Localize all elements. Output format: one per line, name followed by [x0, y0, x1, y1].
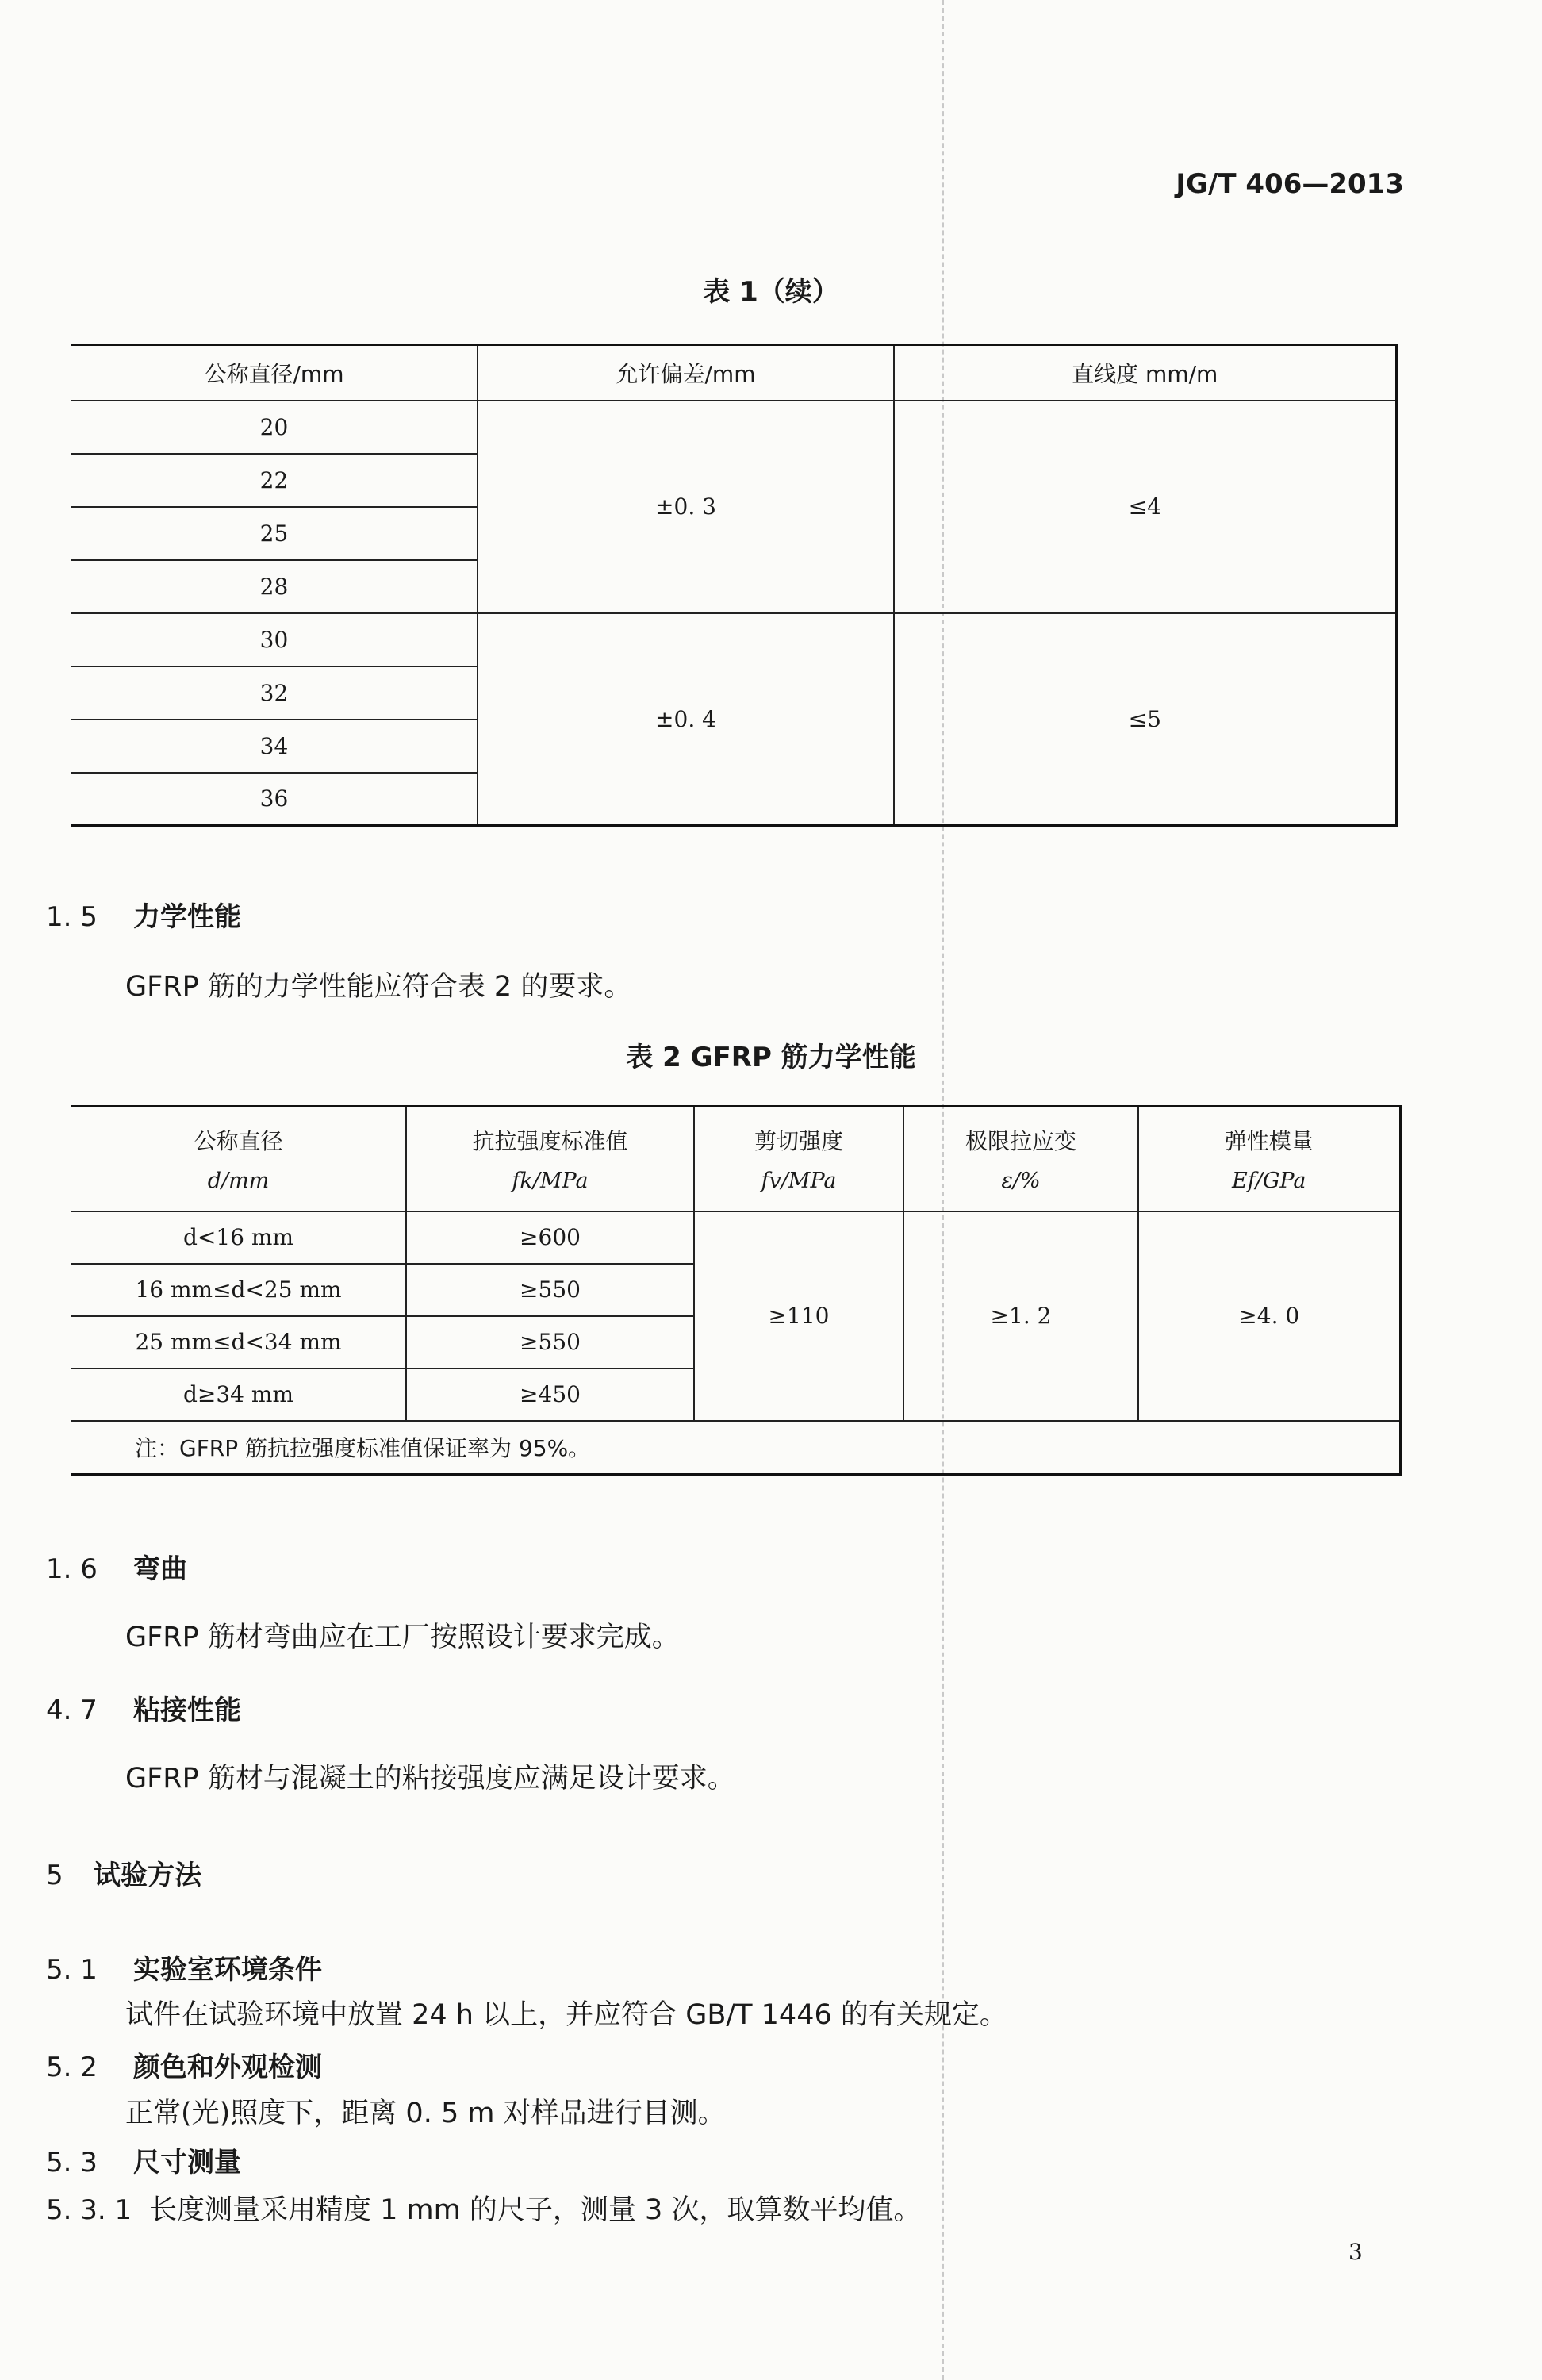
section-number: 1. 5: [46, 901, 98, 933]
section-number: 1. 6: [46, 1553, 98, 1585]
table1-header-row: [71, 345, 1396, 401]
header-label: 公称直径: [194, 1128, 283, 1155]
table2-caption: 表 2 GFRP 筋力学性能: [626, 1042, 916, 1073]
section-heading-4-7: [46, 1688, 241, 1727]
section-number: 5. 2: [46, 2052, 98, 2083]
header-unit: fk/MPa: [512, 1169, 589, 1194]
section-heading-5-1: [46, 1948, 322, 1987]
section-title: 实验室环境条件: [133, 1954, 322, 1986]
diameter-cell: 25: [71, 507, 478, 560]
strain-cell: ≥1. 2: [903, 1211, 1138, 1421]
table-row: [71, 613, 1396, 666]
diameter-cell: 30: [71, 613, 478, 666]
header-unit: fv/MPa: [761, 1169, 837, 1194]
paragraph-4-7: GFRP 筋材与混凝土的粘接强度应满足设计要求。: [125, 1763, 735, 1795]
table2-header-shear: [694, 1107, 903, 1211]
tensile-cell: ≥450: [406, 1368, 694, 1421]
section-number: 5: [46, 1860, 63, 1891]
diameter-cell: 25 mm≤d<34 mm: [71, 1316, 406, 1368]
diameter-cell: 36: [71, 773, 478, 826]
diameter-cell: d≥34 mm: [71, 1368, 406, 1421]
diameter-cell: 28: [71, 560, 478, 613]
tensile-cell: ≥550: [406, 1264, 694, 1316]
table2-header-modulus: [1138, 1107, 1400, 1211]
section-title: 弯曲: [133, 1553, 187, 1585]
paragraph-5-1: 试件在试验环境中放置 24 h 以上，并应符合 GB/T 1446 的有关规定。: [125, 1999, 1007, 2031]
table-row: [71, 401, 1396, 454]
diameter-cell: d<16 mm: [71, 1211, 406, 1264]
modulus-cell: ≥4. 0: [1138, 1211, 1400, 1421]
table2-note: 注：GFRP 筋抗拉强度标准值保证率为 95%。: [71, 1421, 1400, 1475]
page-number: 3: [1348, 2239, 1363, 2265]
table1-header-straightness: 直线度 mm/m: [894, 345, 1396, 401]
tensile-cell: ≥600: [406, 1211, 694, 1264]
header-label: 抗拉强度标准值: [472, 1128, 628, 1155]
section-heading-5-3: [46, 2140, 241, 2179]
section-heading-5-2: [46, 2045, 322, 2084]
diameter-cell: 20: [71, 401, 478, 454]
header-unit: Ef/GPa: [1232, 1169, 1306, 1194]
clause-text: 长度测量采用精度 1 mm 的尺子，测量 3 次，取算数平均值。: [149, 2194, 922, 2226]
section-title: 粘接性能: [133, 1695, 241, 1726]
header-label: 弹性模量: [1224, 1128, 1314, 1155]
section-heading-5: [46, 1853, 201, 1892]
paragraph-4-5: GFRP 筋的力学性能应符合表 2 的要求。: [125, 971, 632, 1003]
section-number: 5. 1: [46, 1954, 98, 1986]
section-number: 4. 7: [46, 1695, 98, 1726]
table1-header-tolerance: 允许偏差/mm: [478, 345, 894, 401]
diameter-cell: 16 mm≤d<25 mm: [71, 1264, 406, 1316]
table-row: [71, 1211, 1400, 1264]
table2-header-diameter: [71, 1107, 406, 1211]
table1-header-diameter: 公称直径/mm: [71, 345, 478, 401]
table2-header-strain: [903, 1107, 1138, 1211]
tolerance-cell: ±0. 4: [478, 613, 894, 826]
paragraph-5-2: 正常(光)照度下，距离 0. 5 m 对样品进行目测。: [125, 2098, 726, 2129]
table1: [71, 344, 1398, 827]
section-title: 试验方法: [94, 1860, 201, 1891]
table2-header-row: [71, 1107, 1400, 1211]
straightness-cell: ≤4: [894, 401, 1396, 613]
section-number: 5. 3: [46, 2147, 98, 2178]
section-title: 尺寸测量: [133, 2147, 241, 2178]
clause-number: 5. 3. 1: [46, 2194, 132, 2226]
diameter-cell: 22: [71, 454, 478, 507]
straightness-cell: ≤5: [894, 613, 1396, 826]
diameter-cell: 34: [71, 720, 478, 773]
tolerance-cell: ±0. 3: [478, 401, 894, 613]
standard-number: JG/T 406—2013: [1176, 168, 1404, 200]
header-label: 极限拉应变: [965, 1128, 1076, 1155]
section-heading-4-5: [46, 895, 241, 934]
section-heading-4-6: [46, 1547, 187, 1586]
table2-note-row: [71, 1421, 1400, 1475]
tensile-cell: ≥550: [406, 1316, 694, 1368]
section-title: 颜色和外观检测: [133, 2052, 322, 2083]
table2: [71, 1105, 1402, 1476]
table1-caption: 表 1（续）: [703, 276, 839, 308]
header-label: 剪切强度: [754, 1128, 843, 1155]
header-unit: d/mm: [207, 1169, 270, 1194]
section-title: 力学性能: [133, 901, 241, 933]
table2-header-tensile: [406, 1107, 694, 1211]
shear-cell: ≥110: [694, 1211, 903, 1421]
paragraph-4-6: GFRP 筋材弯曲应在工厂按照设计要求完成。: [125, 1622, 680, 1653]
diameter-cell: 32: [71, 666, 478, 720]
header-unit: ε/%: [1001, 1169, 1041, 1194]
clause-5-3-1: [46, 2188, 921, 2228]
